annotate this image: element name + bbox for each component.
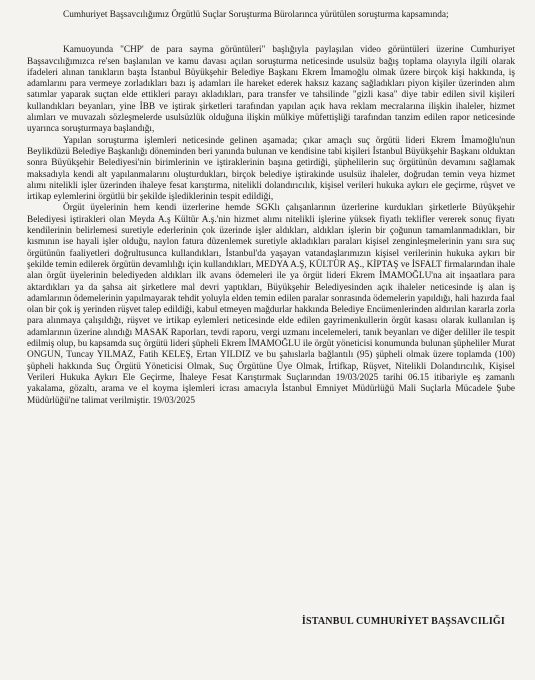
intro-paragraph: Cumhuriyet Başsavcılığımız Örgütlü Suçlar Soruşturma Bürolarınca yürütülen soruşturma kapsamında; (63, 10, 449, 20)
signature-block: İSTANBUL CUMHURİYET BAŞSAVCILIĞI (301, 616, 505, 627)
details-paragraph: Örgüt üyelerinin hem kendi üzerlerine hemde SGKlı çalışanlarının üzerlerine kurdukları şirketlerle Büyükşehir Belediyesi iştirakleri olan Meyda A.ş Kültür A.ş.'nin hizmet alımı nitelikli işlerine yüksek fiyatlı teklifler vererek sonuç fiyatı kendilerinin belirlemesi suretiyle ederlerinin çok üzerinde işler aldıkları, aldıkları işlerin bir çoğunun tamamlanmadıkları, bir kısmının ise hayali işler olduğu, naylon fatura düzenlemek suretiyle akladıkları paraları kişisel zenginleşmelerinin yanı sıra suç örgütünün faaliyetleri doğrultusunca kullandıkları, İstanbul'da yaşayan vatandaşlarımızın kişisel verilerinin hukuka aykırı bir şekilde temin edilerek örgütün devamlılığı için kullandıkları, MEDYA A.Ş, KÜLTÜR AŞ., KİPTAŞ ve İSFALT firmalarından ihale alan örgüt üyelerinin belediyeden aldıkları ilk avans ödemeleri ile ya örgüt lideri Ekrem İMAMOĞLU'na ait inşaatlara para aktardıkları ya da şahsa ait şirketlere mal devri yaptıkları, Büyükşehir Belediyesinden açık ihaleler neticesinde iş alan iş adamlarının ödemelerinin yapılmayarak tehdit yoluyla elden temin edilen paralar sonrasında ödemelerin yapıldığı, hali hazırda faal olan bir çok iş yerinden rüşvet talep edildiği, kabul etmeyen mağdurlar hakkında Belediye Encümenlerinden aldırılan kararla zorla para alınmaya çalışıldığı, rüşvet ve irtikap eylemleri neticesinde elde edilen gayrimenkullerin örgüt kasası olarak kullanılan iş adamlarının üzerine alındığı MASAK Raporları, tevdi raporu, vergi uzmanı incelemeleri, tanık beyanları ve diğer deliller ile tespit edilmiş olup, bu kapsamda suç örgütü lideri şüpheli Ekrem İMAMOĞLU ile örgüt yöneticisi konumunda bulunan şüpheliler Murat ONGUN, Tuncay YILMAZ, Fatih KELEŞ, Ertan YILDIZ ve bu şahıslarla bağlantılı (95) şüpheli olmak üzere toplamda (100) şüpheli hakkında Suç Örgütü Yöneticisi Olmak, Suç Örgütüne Üye Olmak, İrtifkap, Rüşvet, Nitelikli Dolandırıcılık, Kişisel Verileri Hukuka Aykırı Ele Geçirme, İhaleye Fesat Karıştırmak Suçlarından 19/03/2025 tarihi 06.15 itibariyle eş zamanlı yakalama, gözaltı, arama ve el koyma işlemleri icrası amacıyla İstanbul Emniyet Müdürlüğü Mali Suçlarla Mücadele Şube Müdürlüğü'ne talimat verilmiştir. 19/03/2025 (27, 203, 515, 406)
findings-paragraph: Yapılan soruşturma işlemleri neticesinde gelinen aşamada; çıkar amaçlı suç örgütü lideri Ekrem İmamoğlu'nun Beylikdüzü Belediye Başkanlığı döneminden beri yanında bulunan ve kendisine tabi kişileri İstanbul Büyükşehir Başkanı olduktan sonra Büyükşehir Belediyesi'nin birimlerinin ve iştiraklerinin başına getirdiği, şüphelilerin suç örgütünün devamını sağlamak maksadıyla kendi alt yapılanmalarını oluşturdukları, birçok belediye iştirakinde usulsüz ihaleler, doğrudan temin veya hizmet alımı nitelikli işler üzerinden ihaleye fesat karıştırma, nitelikli dolandırıcılık, kişisel verileri hukuka aykırı ele geçirme, rüşvet ve irtikap eylemlerini örgütlü bir şekilde işlediklerinin tespit edildiği, (27, 135, 515, 203)
background-paragraph: Kamuoyunda "CHP' de para sayma görüntüleri" başlığıyla paylaşılan video görüntüleri üzerine Cumhuriyet Başsavcılığımızca re'sen başlanılan ve kamu davası açılan soruşturma neticesinde usulsüz bağış toplama olayıyla ilgili olarak ifadeleri alınan tanıkların başta İstanbul Büyükşehir Belediye Başkanı Ekrem İmamoğlu olmak üzere birçok kişi hakkında, iş adamlarını para vermeye zorladıkları bazı iş adamları ile hareket ederek haksız kazanç sağladıkları piyon kişiler üzerinden alım satımlar yaparak suçtan elde ettikleri parayı akladıkları, para transfer ve tahsilinde "gizli kasa" diye tabir edilen sivil kişileri kullandıkları beyanları, yine İBB ve iştirak şirketleri tarafından yapılan açık hava reklam mecralarına ilişkin ihaleler, hizmet alımları ve muvazalı sözleşmelerde usulsüzlük olduğuna ilişkin mülkiye müfettişliği tarafından tanzim edilen rapor neticesinde uyarınca soruşturmaya başlandığı, (27, 45, 515, 135)
